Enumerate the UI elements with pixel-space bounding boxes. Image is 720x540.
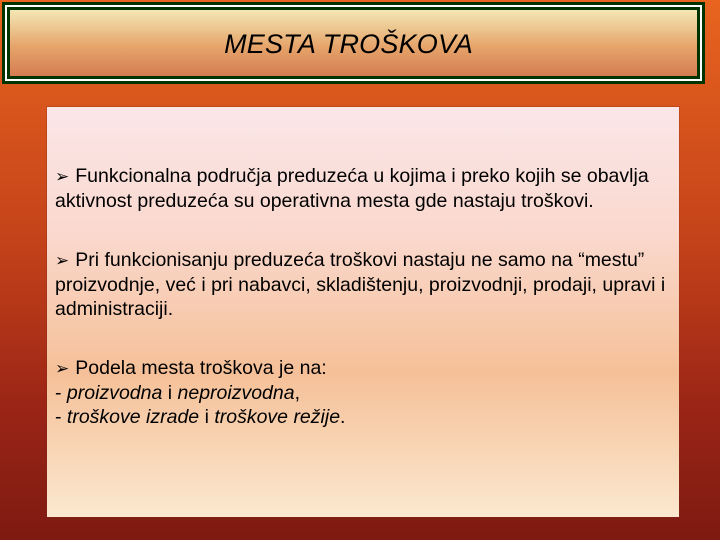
bullet-text-3: Podela mesta troškova je na: bbox=[75, 357, 327, 379]
slide-title: MESTA TROŠKOVA bbox=[224, 29, 473, 59]
arrow-bullet-icon: ➢ bbox=[55, 251, 70, 271]
title-panel bbox=[10, 10, 697, 76]
bullet-3-line-1 bbox=[55, 356, 675, 381]
content-panel bbox=[47, 107, 679, 517]
title-frame-inner-border bbox=[7, 7, 700, 79]
dash-prefix: - bbox=[55, 382, 67, 404]
bullet-list bbox=[55, 164, 675, 464]
term-neproizvodna: neproizvodna bbox=[177, 382, 295, 404]
bullet-text-1: Funkcionalna područja preduzeća u kojima i preko kojih se obavlja aktivnost preduzeća su operativna mesta gde nastaju troškovi. bbox=[55, 165, 649, 212]
term-troskove-izrade: troškove izrade bbox=[66, 406, 200, 428]
title-frame-white-border bbox=[5, 5, 702, 81]
bullet-3-line-3 bbox=[55, 405, 675, 429]
conjunction: i bbox=[199, 406, 215, 428]
bullet-item-3 bbox=[55, 356, 675, 429]
bullet-item-1 bbox=[55, 164, 675, 213]
bullet-3-line-2 bbox=[55, 381, 675, 405]
arrow-bullet-icon: ➢ bbox=[55, 167, 70, 187]
dash-prefix: - bbox=[55, 406, 67, 428]
arrow-bullet-icon: ➢ bbox=[55, 359, 70, 379]
bullet-text-2: Pri funkcionisanju preduzeća troškovi nastaju ne samo na “mestu” proizvodnje, već i pri nabavci, skladištenju, proizvodnji, prodaji, upravi i administraciji. bbox=[55, 249, 666, 320]
punctuation: , bbox=[294, 382, 301, 404]
term-troskove-rezije: troškove režije bbox=[214, 406, 341, 428]
punctuation: . bbox=[340, 406, 346, 428]
conjunction: i bbox=[162, 382, 178, 404]
bullet-item-2 bbox=[55, 248, 675, 321]
term-proizvodna: proizvodna bbox=[66, 382, 163, 404]
title-frame bbox=[2, 2, 705, 84]
